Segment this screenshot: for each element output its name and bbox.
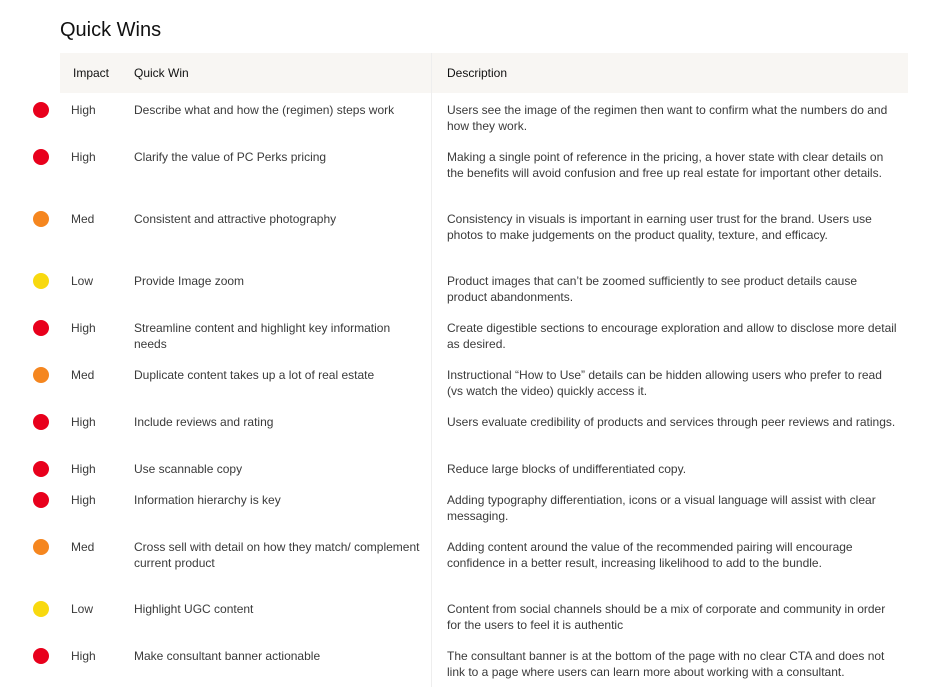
quick-win-cell: Make consultant banner actionable [134,649,321,663]
quick-win-cell: Consistent and attractive photography [134,212,337,226]
quick-win-cell: Duplicate content takes up a lot of real estate [134,368,375,382]
impact-cell: High [71,321,96,335]
impact-cell: Low [71,602,94,616]
impact-indicator-icon [33,149,49,165]
description-cell: Adding typography differentiation, icons or a visual language will assist with clear messaging. [447,493,876,523]
description-cell: Consistency in visuals is important in earning user trust for the brand. Users use photos to make judgements on the product quality, texture, and efficacy. [447,212,872,242]
description-cell: Reduce large blocks of undifferentiated copy. [447,462,687,476]
description-cell: Users see the image of the regimen then want to confirm what the numbers do and how they work. [447,103,888,133]
quick-win-cell: Cross sell with detail on how they match/ complement current product [134,540,420,570]
quick-wins-table [60,53,908,679]
header-impact: Impact [73,66,110,80]
impact-indicator-icon [33,273,49,289]
quick-win-cell: Highlight UGC content [134,602,254,616]
quick-win-cell: Describe what and how the (regimen) steps work [134,103,395,117]
header-quick-win: Quick Win [134,66,189,80]
impact-indicator-icon [33,414,49,430]
impact-indicator-icon [33,461,49,477]
description-cell: Adding content around the value of the recommended pairing will encourage confidence in a better result, increasing likelihood to add to the bundle. [447,540,853,570]
quick-win-cell: Include reviews and rating [134,415,274,429]
description-cell: Content from social channels should be a mix of corporate and community in order for the users to feel it is authentic [447,602,886,632]
impact-indicator-icon [33,320,49,336]
quick-win-cell: Provide Image zoom [134,274,245,288]
impact-cell: High [71,415,96,429]
impact-cell: High [71,462,96,476]
impact-indicator-icon [33,211,49,227]
impact-cell: Med [71,212,95,226]
table-header [60,53,908,93]
impact-cell: Med [71,540,95,554]
description-cell: Product images that can’t be zoomed sufficiently to see product details cause product abandonments. [447,274,858,304]
description-cell: Instructional “How to Use” details can be hidden allowing users who prefer to read (vs watch the video) quickly access it. [447,368,882,398]
impact-indicator-icon [33,492,49,508]
header-description: Description [447,66,508,80]
impact-cell: High [71,493,96,507]
impact-indicator-icon [33,102,49,118]
impact-cell: Low [71,274,94,288]
impact-indicator-icon [33,367,49,383]
page-title: Quick Wins [60,19,162,41]
quick-win-cell: Streamline content and highlight key information needs [134,321,391,351]
impact-indicator-icon [33,539,49,555]
impact-cell: Med [71,368,95,382]
description-cell: The consultant banner is at the bottom of the page with no clear CTA and does not link to a page where users can learn more about working with a consultant. [447,649,885,679]
quick-win-cell: Information hierarchy is key [134,493,281,507]
description-cell: Making a single point of reference in the pricing, a hover state with clear details on the benefits will avoid confusion and free up real estate for important other details. [447,150,884,180]
impact-cell: High [71,150,96,164]
quick-win-cell: Clarify the value of PC Perks pricing [134,150,327,164]
description-cell: Users evaluate credibility of products and services through peer reviews and ratings. [447,415,896,429]
quick-win-cell: Use scannable copy [134,462,243,476]
column-divider [431,53,432,687]
impact-indicator-icon [33,601,49,617]
impact-indicator-icon [33,648,49,664]
description-cell: Create digestible sections to encourage exploration and allow to disclose more detail as desired. [447,321,897,351]
impact-cell: High [71,649,96,663]
impact-cell: High [71,103,96,117]
